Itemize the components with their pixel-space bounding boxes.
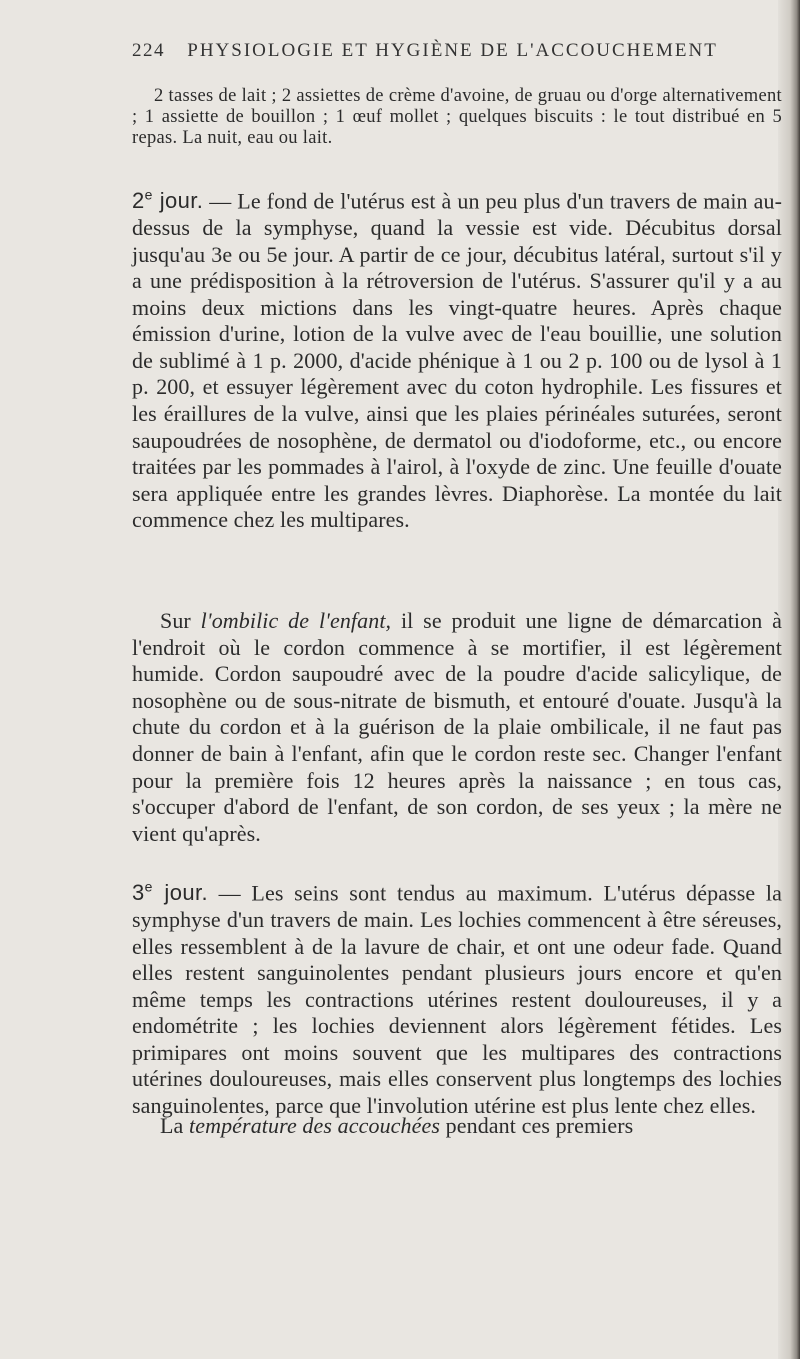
day-2-heading: 2e jour. (132, 187, 204, 214)
day-3-heading: 3e jour. (132, 879, 208, 906)
day-2-paragraph (132, 182, 782, 534)
temperature-paragraph: La température des accouchées pendant ces premiers (160, 1113, 634, 1138)
temperature-italic: température des accouchées (189, 1113, 441, 1138)
day-3-paragraph (132, 874, 782, 1120)
day-2-text: — Le fond de l'utérus est à un peu plus d'un travers de main au-dessus de la symphyse, quand la vessie est vide. Décubitus dorsal jusqu'au 3e ou 5e jour. A partir de ce jour, décubitus latéral, surtout s'il y a une prédisposition à la rétroversion de l'utérus. S'assurer qu'il y a au moins deux mictions dans les vingt-quatre heures. Après chaque émission d'urine, lotion de la vulve avec de l'eau bouillie, une solution de sublimé à 1 p. 2000, d'acide phénique à 1 ou 2 p. 100 ou de lysol à 1 p. 200, et essuyer légèrement avec du coton hydrophile. Les fissures et les éraillures de la vulve, ainsi que les plaies périnéales suturées, seront saupoudrées de nosophène, de dermatol ou d'iodoforme, etc., ou encore traitées par les pommades à l'airol, à l'oxyde de zinc. Une feuille d'ouate sera appliquée entre les grandes lèvres. Diaphorèse. La montée du lait commence chez les multipares. (132, 188, 782, 533)
umbilic-text: il se produit une ligne de démarcation à l'endroit où le cordon commence à se mortifier, il est légèrement humide. Cordon saupoudré avec de la poudre d'acide salicylique, de nosophène ou de sous-nitrate de bismuth, et entouré d'ouate. Jusqu'à la chute du cordon et à la guérison de la plaie ombilicale, il ne faut pas donner de bain à l'enfant, afin que le cordon reste sec. Changer l'enfant pour la première fois 12 heures après la naissance ; en tous cas, s'occuper d'abord de l'enfant, de son cordon, de ses yeux ; la mère ne vient qu'après. (132, 608, 782, 846)
diet-paragraph: 2 tasses de lait ; 2 assiettes de crème d'avoine, de gruau ou d'orge alternativement ; 1 assiette de bouillon ; 1 œuf mollet ; quelques biscuits : le tout distribué en 5 repas. La nuit, eau ou lait. (132, 86, 782, 148)
umbilic-italic: l'ombilic de l'enfant, (200, 608, 392, 633)
temperature-text: pendant ces premiers (440, 1113, 634, 1138)
running-title: PHYSIOLOGIE ET HYGIÈNE DE L'ACCOUCHEMENT (187, 40, 718, 61)
umbilic-paragraph: Sur l'ombilic de l'enfant, il se produit une ligne de démarcation à l'endroit où le cordon commence à se mortifier, il est légèrement humide. Cordon saupoudré avec de la poudre d'acide salicylique, de nosophène ou de sous-nitrate de bismuth, et entouré d'ouate. Jusqu'à la chute du cordon et à la guérison de la plaie ombilicale, il ne faut pas donner de bain à l'enfant, afin que le cordon reste sec. Changer l'enfant pour la première fois 12 heures après la naissance ; en tous cas, s'occuper d'abord de l'enfant, de son cordon, de ses yeux ; la mère ne vient qu'après. (132, 608, 782, 846)
book-page (132, 0, 782, 1359)
running-header (132, 40, 752, 62)
page-number: 224 (132, 40, 165, 61)
day-3-text: — Les seins sont tendus au maximum. L'utérus dépasse la symphyse d'un travers de main. Les lochies commencent à être séreuses, elles ressemblent à de la lavure de chair, et ont une odeur fade. Quand elles restent sanguinolentes pendant plusieurs jours encore et qu'en même temps les contractions utérines restent douloureuses, il y a endométrite ; les lochies deviennent alors légèrement fétides. Les primipares ont moins souvent que les multipares des contractions utérines douloureuses, mais elles conservent plus longtemps des lochies sanguinolentes, parce que l'involution utérine est plus lente chez elles. (132, 880, 782, 1119)
